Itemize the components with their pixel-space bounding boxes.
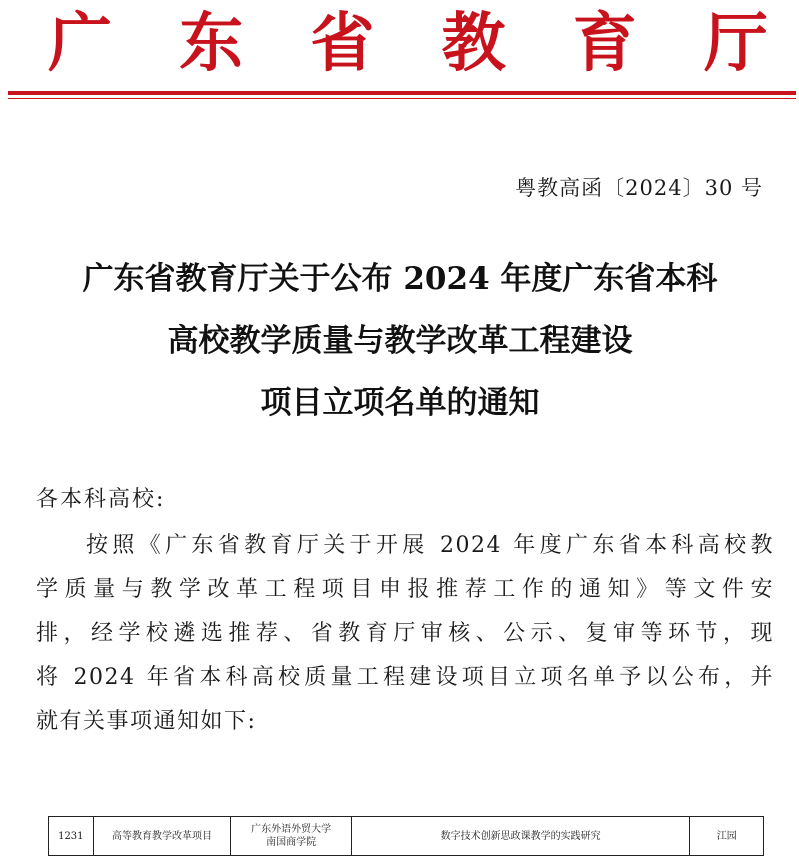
body-line: 学质量与教学改革工程项目申报推荐工作的通知》等文件安 (36, 577, 774, 602)
body-line: 按照《广东省教育厅关于开展 2024 年度广东省本科高校教 (86, 533, 774, 558)
body-line: 排，经学校遴选推荐、省教育厅审核、公示、复审等环节，现 (36, 621, 774, 646)
table-cell-id: 1231 (49, 817, 94, 856)
table-row (49, 817, 764, 856)
masthead (0, 0, 799, 92)
table-cell-school-line: 广东外语外贸大学 (251, 824, 332, 835)
document-title-line: 项目立项名单的通知 (260, 385, 540, 421)
table-cell-project: 数字技术创新思政课教学的实践研究 (351, 817, 690, 856)
document-title-line: 广东省教育厅关于公布 2024 年度广东省本科 (82, 261, 718, 297)
table-cell-region: 江园 (690, 817, 764, 856)
masthead-divider-thick (8, 91, 796, 95)
salutation: 各本科高校: (36, 487, 166, 512)
issuer-title-char: 教 (441, 6, 506, 81)
issuer-title-char: 省 (310, 6, 375, 81)
document-title (30, 248, 770, 434)
issuer-title-char: 育 (572, 6, 637, 81)
document-number: 粤教高函〔2024〕30 号 (515, 176, 763, 200)
table-cell-school (231, 817, 351, 856)
issuer-title-char: 东 (179, 6, 244, 81)
body-line: 将 2024 年省本科高校质量工程建设项目立项名单予以公布，并 (36, 665, 774, 690)
body-paragraph (36, 524, 774, 744)
table-cell-school-line: 南国商学院 (266, 837, 317, 848)
issuer-title (48, 4, 768, 84)
project-table-fragment (48, 816, 764, 856)
masthead-divider-thin (8, 98, 796, 99)
body-line: 就有关事项通知如下: (36, 709, 257, 734)
table-cell-category: 高等教育教学改革项目 (93, 817, 231, 856)
issuer-title-char: 厅 (703, 6, 768, 81)
issuer-title-char: 广 (48, 6, 112, 81)
document-title-line: 高校教学质量与教学改革工程建设 (167, 323, 633, 359)
